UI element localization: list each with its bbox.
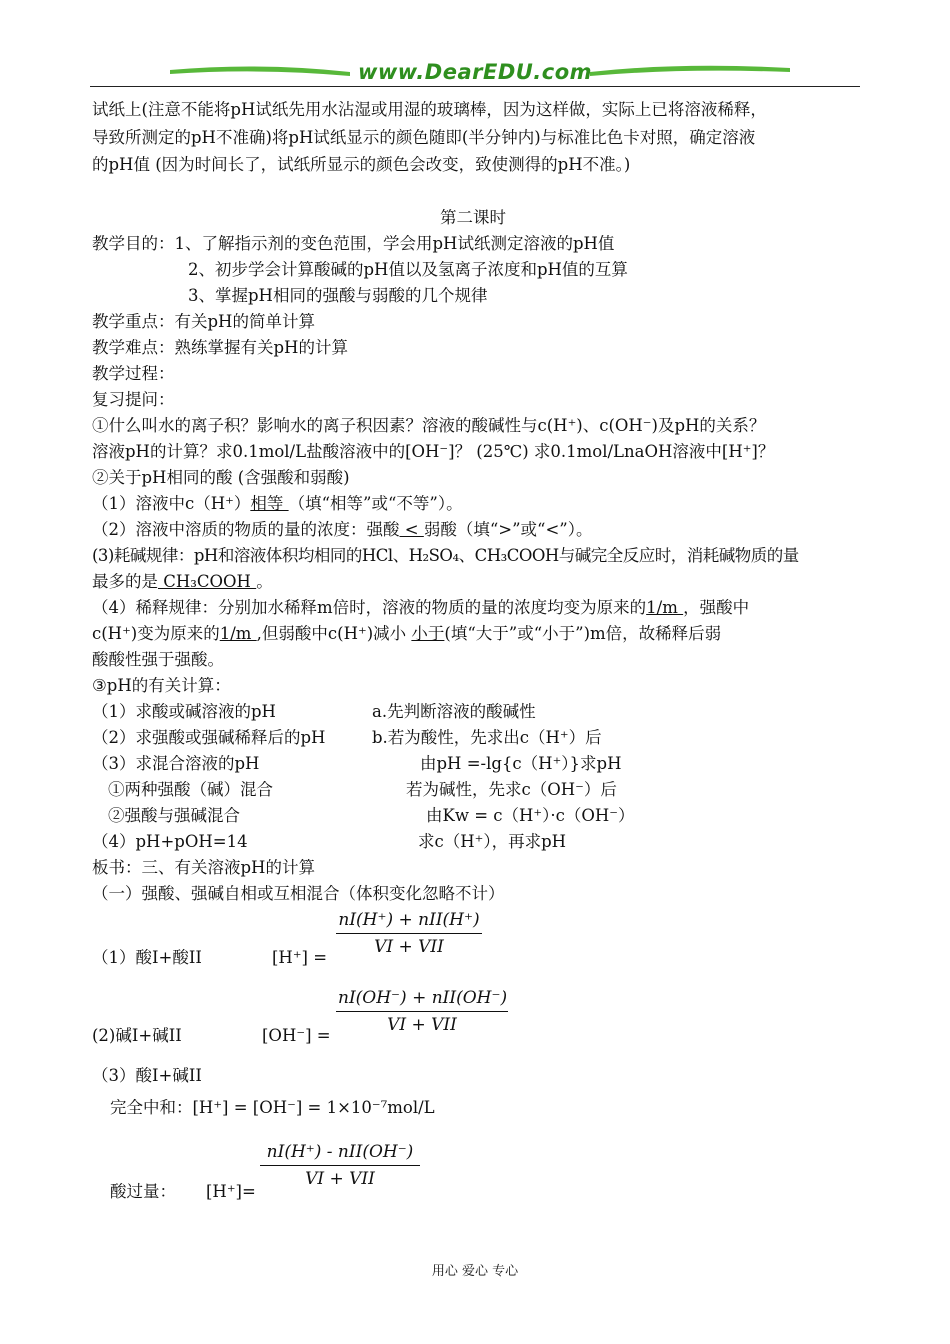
calc-item: ①两种强酸（碱）混合 <box>108 780 273 799</box>
calc-item: （2）求强酸或强碱稀释后的pH <box>92 728 326 747</box>
review-label: 复习提问： <box>92 390 175 409</box>
text-line: 试纸上(注意不能将pH试纸先用水沾湿或用湿的玻璃棒，因为这样做，实际上已将溶液稀释， <box>92 100 767 119</box>
fraction-denominator: VI + VII <box>305 1169 375 1189</box>
answer-blank: 小于 <box>411 624 445 643</box>
formula-fraction <box>336 988 508 1035</box>
formula-label: （3）酸I+碱II <box>92 1066 202 1085</box>
page-footer: 用心 爱心 专心 <box>431 1264 519 1279</box>
point-line: （1）溶液中c（H⁺）相等 （填“相等”或“不等”）。 <box>92 494 463 513</box>
answer-blank: < <box>399 520 424 539</box>
fraction-numerator: nI(OH⁻) + nII(OH⁻) <box>336 988 508 1012</box>
calc-step: b.若为酸性，先求出c（H⁺）后 <box>372 728 602 747</box>
point-line: （2）溶液中溶质的物质的量的浓度：强酸 < 弱酸（填“>”或“<”）。 <box>92 520 593 539</box>
key-point: 教学重点：有关pH的简单计算 <box>92 312 315 331</box>
calc-item: （1）求酸或碱溶液的pH <box>92 702 276 721</box>
point-line: 酸酸性强于强酸。 <box>92 650 224 669</box>
answer-blank: CH₃COOH <box>158 572 257 591</box>
point-line: （4）稀释规律：分别加水稀释m倍时，溶液的物质的量的浓度均变为原来的1/m ，强酸中 <box>92 598 750 617</box>
formula-lhs: [OH⁻] = <box>262 1026 331 1045</box>
site-logo-text: www.DearEDU.com <box>357 60 593 84</box>
neutral-formula: 完全中和：[H⁺] = [OH⁻] = 1×10⁻⁷mol/L <box>110 1098 435 1117</box>
section-title: 第二课时 <box>440 208 506 227</box>
point-line: (3)耗碱规律：pH和溶液体积均相同的HCl、H₂SO₄、CH₃COOH与碱完全反应时，消耗碱物质的量 <box>92 546 799 565</box>
formula-label: (2)碱I+碱II <box>92 1026 182 1045</box>
text-line: 的pH值 (因为时间长了，试纸所显示的颜色会改变，致使测得的pH不准。) <box>92 155 631 174</box>
calc-item: （3）求混合溶液的pH <box>92 754 260 773</box>
text-line: 导致所测定的pH不准确)将pH试纸显示的颜色随即(半分钟内)与标准比色卡对照，确定溶液 <box>92 128 756 147</box>
formula-fraction <box>260 1142 420 1189</box>
goal-line: 教学目的：1、了解指示剂的变色范围，学会用pH试纸测定溶液的pH值 <box>92 234 615 253</box>
fraction-numerator: nI(H⁺) - nII(OH⁻) <box>260 1142 420 1166</box>
answer-blank: 相等 <box>250 494 289 513</box>
formula-lhs: [H⁺] = <box>272 948 328 967</box>
question-line: ②关于pH相同的酸 (含强酸和弱酸) <box>92 468 350 487</box>
header-rule <box>90 86 860 87</box>
question-line: ①什么叫水的离子积？影响水的离子积因素？溶液的酸碱性与c(H⁺)、c(OH⁻)及pH的关系？ <box>92 416 766 435</box>
answer-blank: 1/m <box>646 598 684 617</box>
calc-item: （4）pH+pOH=14 <box>92 832 248 851</box>
point-line: c(H⁺)变为原来的1/m ,但弱酸中c(H⁺)减小 小于(填“大于”或“小于”)m倍，故稀释后弱 <box>92 624 722 643</box>
formula-lhs: [H⁺]= <box>206 1182 256 1201</box>
fraction-numerator: nI(H⁺) + nII(H⁺) <box>336 910 482 934</box>
formula-label: （1）酸I+酸II <box>92 948 202 967</box>
answer-blank: 1/m <box>219 624 257 643</box>
page-header <box>90 58 860 90</box>
board-heading: 板书：三、有关溶液pH的计算 <box>92 858 315 877</box>
calc-heading: ③pH的有关计算： <box>92 676 231 695</box>
goal-line: 3、掌握pH相同的强酸与弱酸的几个规律 <box>188 286 488 305</box>
calc-step: 由Kw = c（H⁺）·c（OH⁻） <box>426 806 635 825</box>
question-line: 溶液pH的计算？求0.1mol/L盐酸溶液中的[OH⁻]？ (25℃) 求0.1mol/LnaOH溶液中[H⁺]？ <box>92 442 775 461</box>
point-line: 最多的是 CH₃COOH 。 <box>92 572 273 591</box>
calc-step: 求c（H⁺），再求pH <box>418 832 567 851</box>
calc-step: a.先判断溶液的酸碱性 <box>372 702 536 721</box>
goal-line: 2、初步学会计算酸碱的pH值以及氢离子浓度和pH值的互算 <box>188 260 628 279</box>
calc-step: 若为碱性，先求c（OH⁻）后 <box>406 780 617 799</box>
formula-fraction <box>336 910 482 957</box>
calc-step: 由pH =-lg{c（H⁺）}求pH <box>420 754 622 773</box>
process-label: 教学过程： <box>92 364 175 383</box>
calc-item: ②强酸与强碱混合 <box>108 806 240 825</box>
fraction-denominator: VI + VII <box>387 1015 457 1035</box>
formula-label: 酸过量： <box>110 1182 176 1201</box>
fraction-denominator: VI + VII <box>374 937 444 957</box>
difficulty: 教学难点：熟练掌握有关pH的计算 <box>92 338 348 357</box>
board-subheading: （一）强酸、强碱自相或互相混合（体积变化忽略不计） <box>92 884 505 903</box>
